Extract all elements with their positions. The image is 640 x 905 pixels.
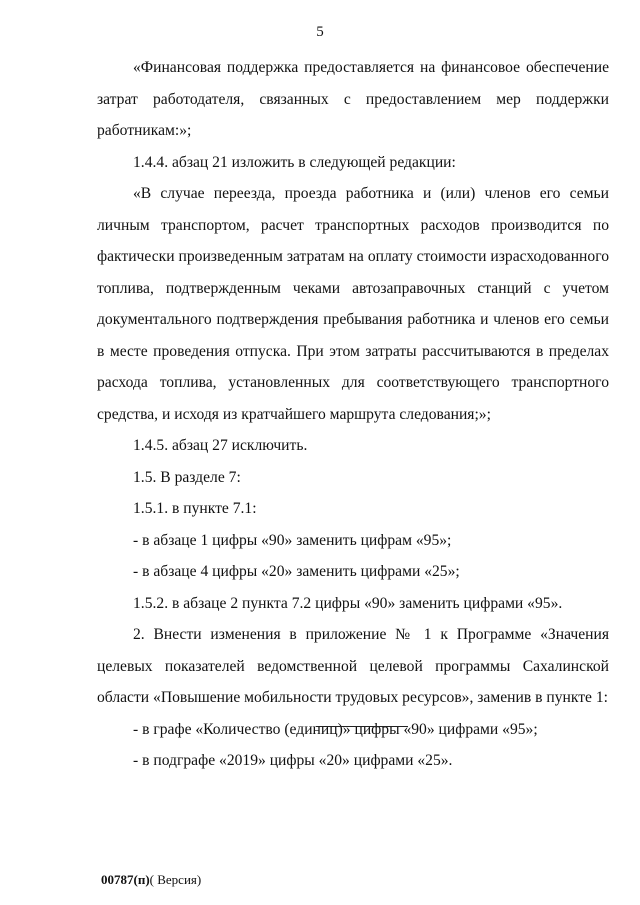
footer-version: ( Версия) <box>149 872 202 887</box>
list-item-abzac-4: - в абзаце 4 цифры «20» заменить цифрами «25»; <box>133 563 460 580</box>
paragraph-2-appendix-changes: 2. Внести изменения в приложение № 1 к Программе «Значения целевых показателей ведомственной целевой программы Сахалинской области «Повышение мобильности трудовых ресурсов», заменив в пункте 1: <box>97 626 609 706</box>
paragraph-relocation-quote: «В случае переезда, проезда работника и (или) членов его семьи личным транспортом, расчет транспортных расходов производится по фактически произведенным затратам на оплату стоимости израсходованного топлива, подтвержденным чеками автозаправочных станций с учетом документального подтверждения пребывания работника и членов его семьи в месте проведения отпуска. При этом затраты рассчитываются в пределах расхода топлива, установленных для соответствующего транспортного средства, и исходя из кратчайшего маршрута следования;»; <box>97 185 609 423</box>
list-item-2019-subcolumn: - в подграфе «2019» цифры «20» цифрами «25». <box>133 752 453 769</box>
paragraph-1-4-5: 1.4.5. абзац 27 исключить. <box>133 437 308 454</box>
list-item-quantity-column: - в графе «Количество (единиц)» цифры «90» цифрами «95»; <box>133 720 538 738</box>
list-item-abzac-1: - в абзаце 1 цифры «90» заменить цифрам «95»; <box>133 531 452 549</box>
footer-document-code: 00787(п) <box>101 872 150 887</box>
document-body <box>97 52 609 777</box>
paragraph-1-5-2: 1.5.2. в абзаце 2 пункта 7.2 цифры «90» заменить цифрами «95». <box>133 594 563 612</box>
page-number: 5 <box>316 24 324 40</box>
paragraph-1-5-1: 1.5.1. в пункте 7.1: <box>133 500 257 517</box>
end-divider-line <box>316 726 408 727</box>
paragraph-1-5: 1.5. В разделе 7: <box>133 468 241 486</box>
paragraph-financial-support-quote: «Финансовая поддержка предоставляется на финансовое обеспечение затрат работодателя, связанных с предоставлением мер поддержки работникам:»; <box>97 59 609 139</box>
paragraph-1-4-4: 1.4.4. абзац 21 изложить в следующей редакции: <box>133 153 456 171</box>
document-footer <box>101 872 201 888</box>
